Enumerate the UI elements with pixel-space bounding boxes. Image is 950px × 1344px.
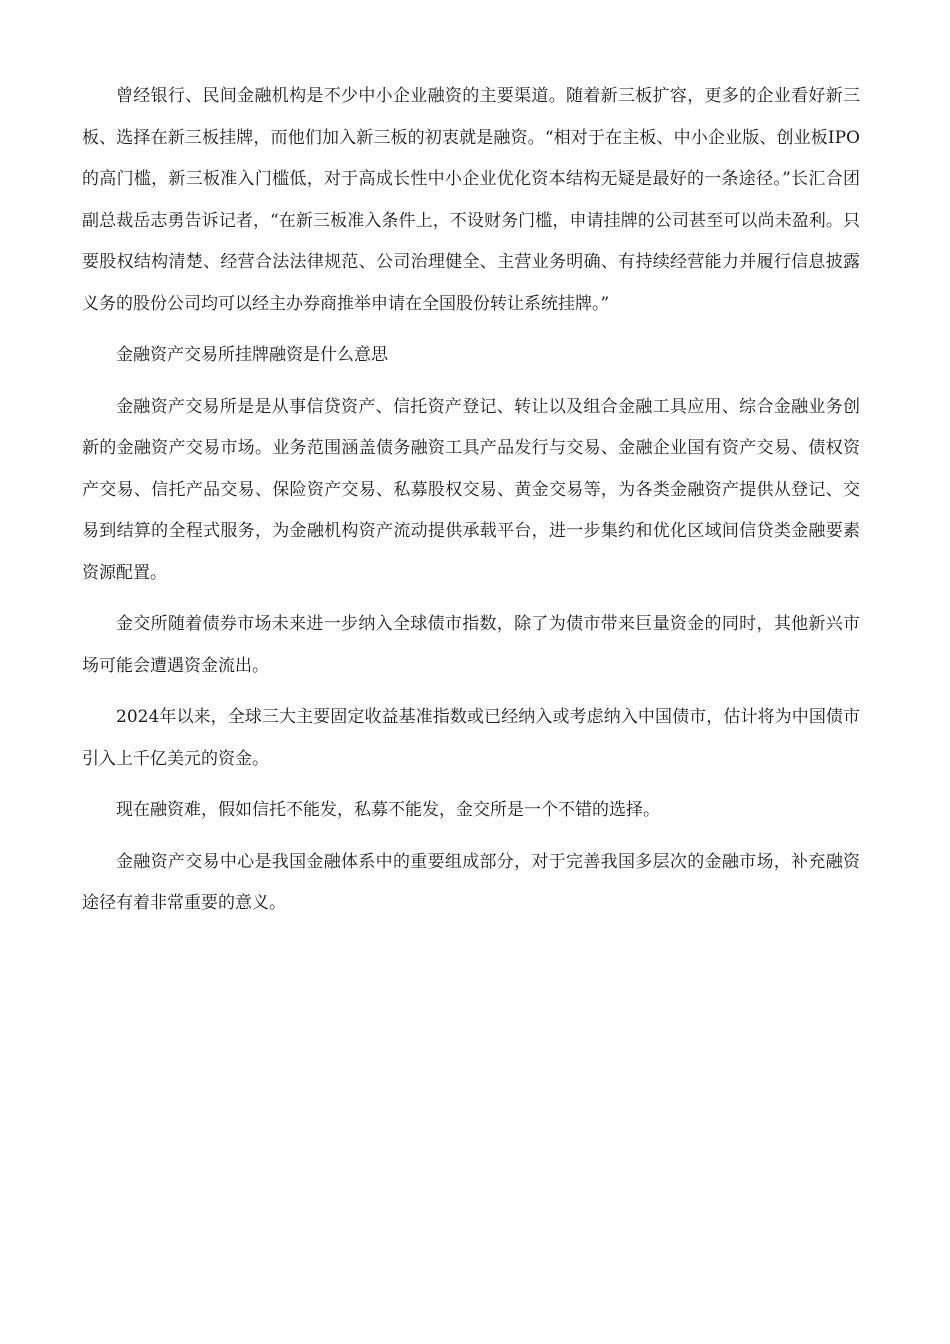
paragraph-exchange-definition: 金融资产交易所是是从事信贷资产、信托资产登记、转让以及组合金融工具应用、综合金融业务创新的金融资产交易市场。业务范围涵盖债务融资工具产品发行与交易、金融企业国有资产交易、债权资产交易、信托产品交易、保险资产交易、私募股权交易、黄金交易等，为各类金融资产提供从登记、交易到结算的全程式服务，为金融机构资产流动提供承载平台，进一步集约和优化区域间信贷类金融要素资源配置。 [82, 396, 860, 583]
paragraph-financing-difficulty: 现在融资难，假如信托不能发，私募不能发，金交所是一个不错的选择。 [116, 800, 660, 820]
paragraph-bond-index: 金交所随着债券市场未来进一步纳入全球债市指数，除了为债市带来巨量资金的同时，其他新兴市场可能会遭遇资金流出。 [82, 614, 860, 676]
paragraph-financing-channels: 曾经银行、民间金融机构是不少中小企业融资的主要渠道。随着新三板扩容，更多的企业看好新三板、选择在新三板挂牌，而他们加入新三板的初衷就是融资。“相对于在主板、中小企业版、创业板IPO的高门槛，新三板准入门槛低，对于高成长性中小企业优化资本结构无疑是最好的一条途径。”长汇合团副总裁岳志勇告诉记者，“在新三板准入条件上，不设财务门槛，申请挂牌的公司甚至可以尚未盈利。只要股权结构清楚、经营合法法律规范、公司治理健全、主营业务明确、有持续经营能力并履行信息披露义务的股份公司均可以经主办券商推举申请在全国股份转让系统挂牌。” [82, 86, 860, 314]
section-heading: 金融资产交易所挂牌融资是什么意思 [116, 345, 388, 365]
document-body [82, 76, 860, 935]
paragraph-2024-capital: 2024年以来，全球三大主要固定收益基准指数或已经纳入或考虑纳入中国债市，估计将为中国债市引入上千亿美元的资金。 [82, 707, 860, 769]
paragraph-significance: 金融资产交易中心是我国金融体系中的重要组成部分，对于完善我国多层次的金融市场，补充融资途径有着非常重要的意义。 [82, 851, 860, 913]
